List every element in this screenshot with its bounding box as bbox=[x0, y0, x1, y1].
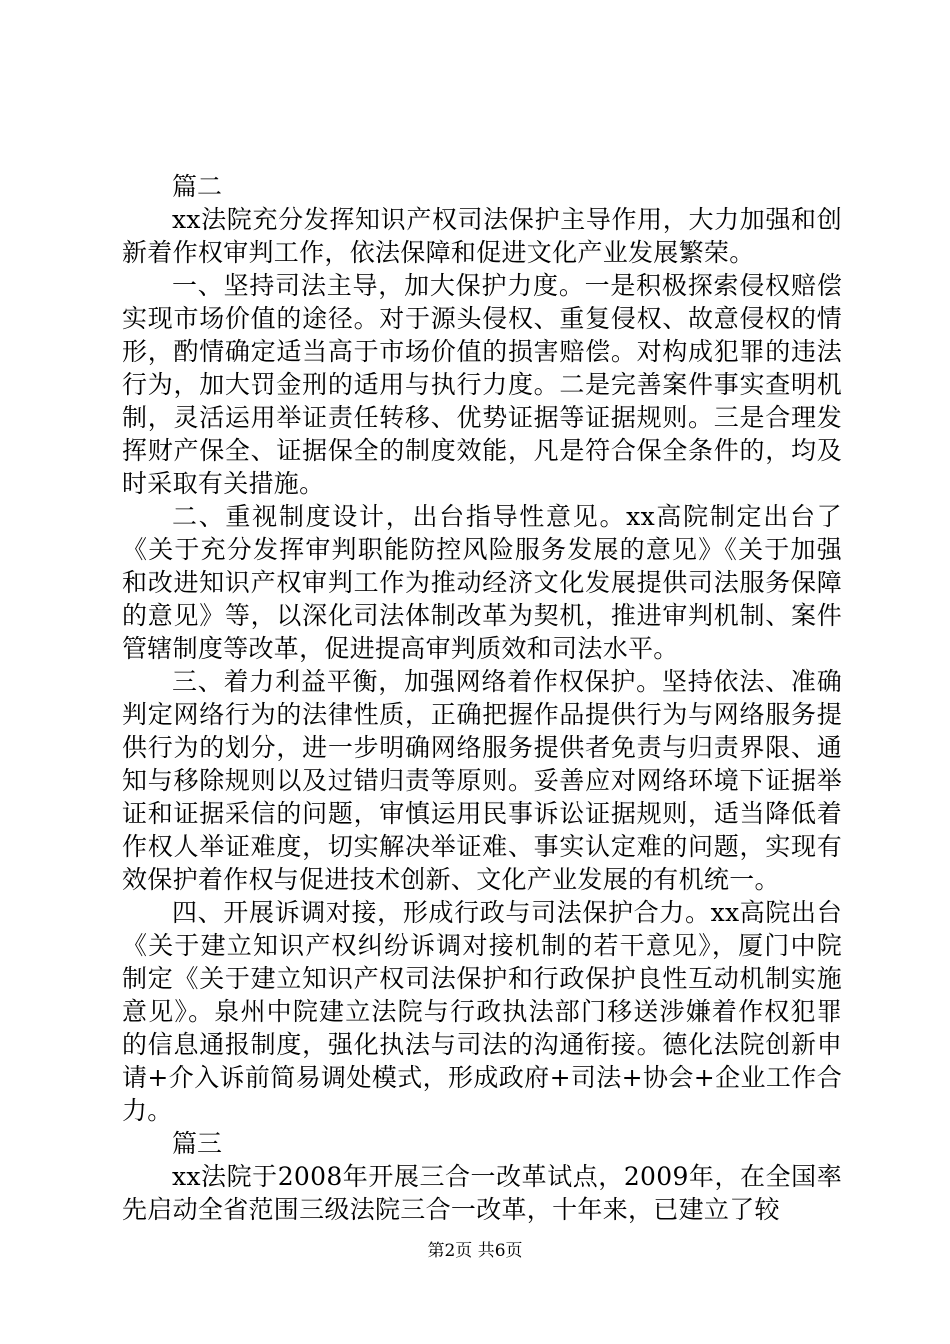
paragraph-point-1: 一、坚持司法主导，加大保护力度。一是积极探索侵权赔偿实现市场价值的途径。对于源头侵权、重复侵权、故意侵权的情形，酌情确定适当高于市场价值的损害赔偿。对构成犯罪的违法行为，加大罚金刑的适用与执行力度。二是完善案件事实查明机制，灵活运用举证责任转移、优势证据等证据规则。三是合理发挥财产保全、证据保全的制度效能，凡是符合保全条件的，均及时采取有关措施。 bbox=[122, 271, 842, 498]
section-heading-2: 篇二 bbox=[172, 172, 223, 201]
document-body bbox=[122, 170, 842, 1226]
paragraph-intro: xx法院充分发挥知识产权司法保护主导作用，大力加强和创新着作权审判工作，依法保障和促进文化产业发展繁荣。 bbox=[122, 205, 842, 267]
paragraph-point-4: 四、开展诉调对接，形成行政与司法保护合力。xx高院出台《关于建立知识产权纠纷诉调对接机制的若干意见》，厦门中院制定《关于建立知识产权司法保护和行政保护良性互动机制实施意见》。泉州中院建立法院与行政执法部门移送涉嫌着作权犯罪的信息通报制度，强化执法与司法的沟通衔接。德化法院创新申请+介入诉前简易调处模式，形成政府+司法+协会+企业工作合力。 bbox=[122, 898, 842, 1125]
section-heading-3: 篇三 bbox=[172, 1129, 223, 1158]
paragraph-section3-intro: xx法院于2008年开展三合一改革试点，2009年，在全国率先启动全省范围三级法院三合一改革，十年来，已建立了较 bbox=[122, 1162, 842, 1224]
paragraph-point-3: 三、着力利益平衡，加强网络着作权保护。坚持依法、准确判定网络行为的法律性质，正确把握作品提供行为与网络服务提供行为的划分，进一步明确网络服务提供者免责与归责界限、通知与移除规则以及过错归责等原则。妥善应对网络环境下证据举证和证据采信的问题，审慎运用民事诉讼证据规则，适当降低着作权人举证难度，切实解决举证难、事实认定难的问题，实现有效保护着作权与促进技术创新、文化产业发展的有机统一。 bbox=[122, 667, 842, 894]
page-number-footer: 第2页 共6页 bbox=[427, 1241, 523, 1261]
paragraph-point-2: 二、重视制度设计，出台指导性意见。xx高院制定出台了《关于充分发挥审判职能防控风险服务发展的意见》《关于加强和改进知识产权审判工作为推动经济文化发展提供司法服务保障的意见》等，以深化司法体制改革为契机，推进审判机制、案件管辖制度等改革，促进提高审判质效和司法水平。 bbox=[122, 502, 842, 663]
